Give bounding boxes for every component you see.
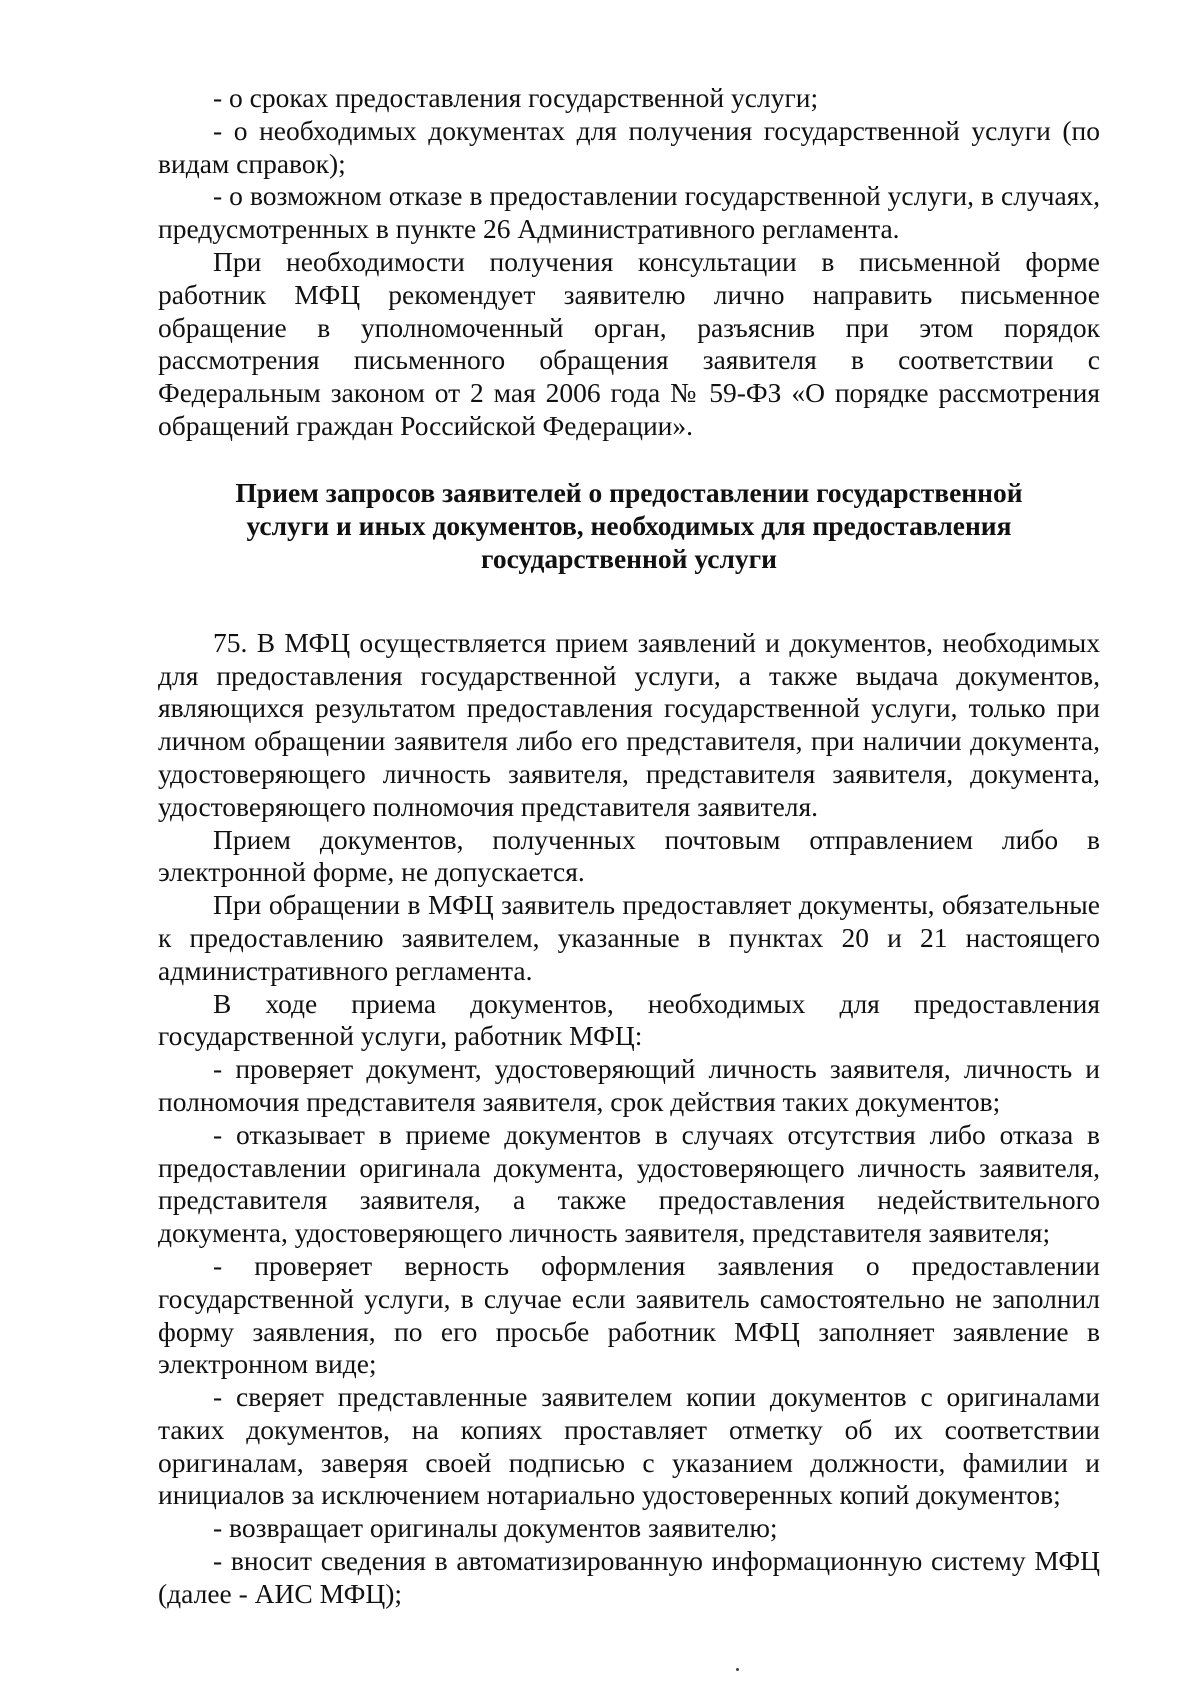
scan-speck	[736, 1668, 739, 1671]
paragraph-75: 75. В МФЦ осуществляется прием заявлений и документов, необходимых для предоставления государственной услуги, а также выдача документов, являющихся результатом предоставления государственной услуги, только при личном обращении заявителя либо его представителя, при наличии документа, удостоверяющего личность заявителя, представителя заявителя, документа, удостоверяющего полномочия представителя заявителя.	[158, 626, 1100, 822]
consultation-paragraph: При необходимости получения консультации в письменной форме работник МФЦ рекомендует заявителю лично направить письменное обращение в уполномоченный орган, разъяснив при этом порядок рассмотрения письменного обращения заявителя в соответствии с Федеральным законом от 2 мая 2006 года № 59-ФЗ «О порядке рассмотрения обращений граждан Российской Федерации».	[158, 245, 1100, 441]
intro-item-documents: - о необходимых документах для получения государственной услуги (по видам справок);	[158, 114, 1100, 179]
document-body	[158, 82, 1100, 1611]
paragraph-postal-not-allowed: Прием документов, полученных почтовым отправлением либо в электронной форме, не допускается.	[158, 823, 1100, 888]
duty-item-check-identity: - проверяет документ, удостоверяющий личность заявителя, личность и полномочия представителя заявителя, срок действия таких документов;	[158, 1053, 1100, 1117]
duty-item-refuse: - отказывает в приеме документов в случаях отсутствия либо отказа в предоставлении оригинала документа, удостоверяющего личность заявителя, представителя заявителя, а также предоставления недействительного документа, удостоверяющего личность заявителя, представителя заявителя;	[158, 1118, 1100, 1249]
section-heading-line: государственной услуги	[481, 542, 777, 574]
paragraph-worker-duties-intro: В ходе приема документов, необходимых для предоставления государственной услуги, работник МФЦ:	[158, 987, 1100, 1052]
section-heading	[158, 476, 1100, 575]
duty-item-verify-copies: - сверяет представленные заявителем копии документов с оригиналами таких документов, на копиях проставляет отметку об их соответствии оригиналам, заверяя своей подписью с указанием должности, фамилии и инициалов за исключением нотариально удостоверенных копий документов;	[158, 1381, 1100, 1511]
section-heading-line: услуги и иных документов, необходимых для предоставления	[246, 509, 1012, 541]
duty-item-return-originals: - возвращает оригиналы документов заявителю;	[213, 1512, 778, 1544]
section-heading-line: Прием запросов заявителей о предоставлении государственной	[235, 476, 1023, 508]
duty-item-enter-ais: - вносит сведения в автоматизированную информационную систему МФЦ (далее - АИС МФЦ);	[158, 1545, 1100, 1609]
paragraph-applicant-documents: При обращении в МФЦ заявитель предоставляет документы, обязательные к предоставлению заявителем, указанные в пунктах 20 и 21 настоящего административного регламента.	[158, 889, 1100, 986]
intro-item-deadlines: - о сроках предоставления государственной услуги;	[213, 82, 819, 113]
intro-item-refusal: - о возможном отказе в предоставлении государственной услуги, в случаях, предусмотренных в пункте 26 Административного регламента.	[158, 180, 1100, 245]
duty-item-check-application: - проверяет верность оформления заявления о предоставлении государственной услуги, в случае если заявитель самостоятельно не заполнил форму заявления, по его просьбе работник МФЦ заполняет заявление в электронном виде;	[158, 1249, 1100, 1380]
